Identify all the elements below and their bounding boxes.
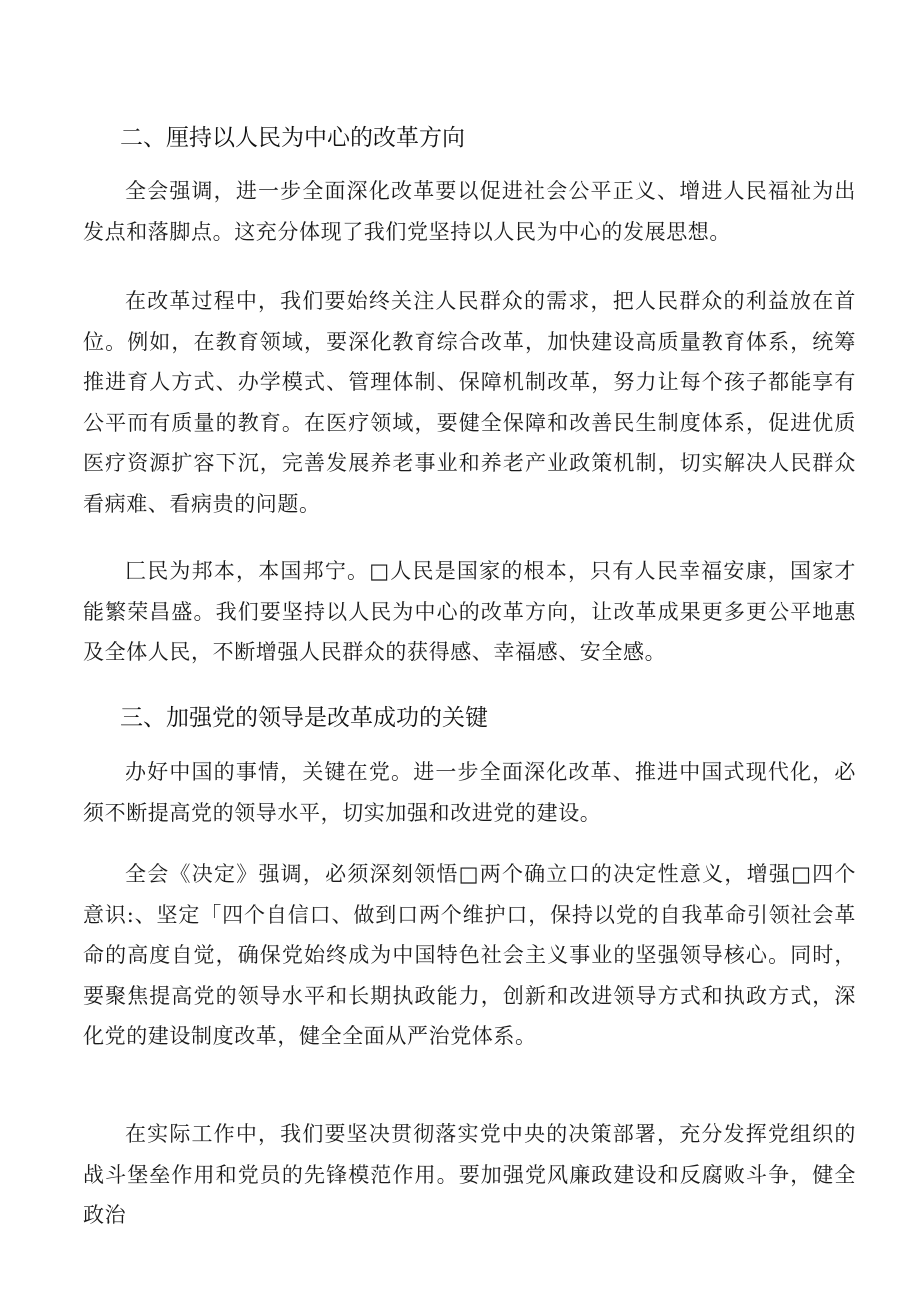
paragraph-3-3: 在实际工作中，我们要坚决贯彻落实党中央的决策部署，充分发挥党组织的战斗堡垒作用和党员的先锋模范作用。要加强党风廉政建设和反腐败斗争，健全政治 (83, 1122, 856, 1227)
paragraph-2-1: 全会强调，进一步全面深化改革要以促进社会公平正义、增进人民福祉为出发点和落脚点。这充分体现了我们党坚持以人民为中心的发展思想。 (83, 179, 856, 244)
paragraph-3-1: 办好中国的事情，关键在党。进一步全面深化改革、推进中国式现代化，必须不断提高党的领导水平，切实加强和改进党的建设。 (83, 760, 856, 825)
section-heading-3: 三、加强党的领导是改革成功的关键 (120, 705, 488, 731)
paragraph-2-2: 在改革过程中，我们要始终关注人民群众的需求，把人民群众的利益放在首位。例如，在教育领域，要深化教育综合改革，加快建设高质量教育体系，统筹推进育人方式、办学模式、管理体制、保障机制改革，努力让每个孩子都能享有公平而有质量的教育。在医疗领域，要健全保障和改善民生制度体系，促进优质医疗资源扩容下沉，完善发展养老事业和养老产业政策机制，切实解决人民群众看病难、看病贵的问题。 (83, 289, 856, 516)
paragraph-3-2: 全会《决定》强调，必须深刻领悟□两个确立口的决定性意义，增强□四个意识:、坚定「四个自信口、做到口两个维护口，保持以党的自我革命引领社会革命的高度自觉，确保党始终成为中国特色社会主义事业的坚强领导核心。同时，要聚焦提高党的领导水平和长期执政能力，创新和改进领导方式和执政方式，深化党的建设制度改革，健全全面从严治党体系。 (83, 862, 856, 1048)
section-heading-2: 二、厘持以人民为中心的改革方向 (120, 125, 465, 151)
paragraph-2-3: 匚民为邦本，本国邦宁。□人民是国家的根本，只有人民幸福安康，国家才能繁荣昌盛。我们要坚持以人民为中心的改革方向，让改革成果更多更公平地惠及全体人民，不断增强人民群众的获得感、幸福感、安全感。 (83, 559, 856, 664)
